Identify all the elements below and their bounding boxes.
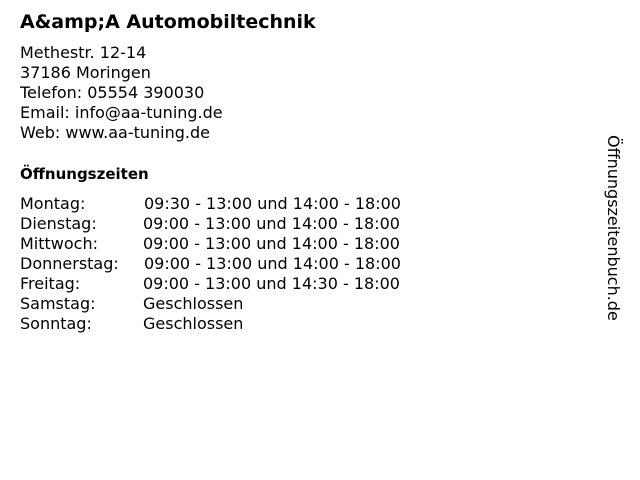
day-label: Sonntag: bbox=[20, 314, 92, 333]
time-value: 09:00 - 13:00 und 14:00 - 18:00 bbox=[144, 254, 401, 273]
time-value: 09:00 - 13:00 und 14:00 - 18:00 bbox=[143, 234, 400, 253]
side-brand-watermark bbox=[602, 135, 640, 365]
business-name: A&amp;A Automobiltechnik bbox=[20, 11, 316, 33]
hours-row-tuesday bbox=[20, 214, 401, 234]
side-brand-text: Öffnungszeitenbuch.de bbox=[604, 135, 623, 321]
day-label: Dienstag: bbox=[20, 214, 97, 233]
phone-line: Telefon: 05554 390030 bbox=[20, 83, 205, 102]
web-line: Web: www.aa-tuning.de bbox=[20, 123, 210, 142]
time-value: Geschlossen bbox=[143, 314, 244, 333]
day-label: Freitag: bbox=[20, 274, 81, 293]
time-value: 09:00 - 13:00 und 14:30 - 18:00 bbox=[143, 274, 400, 293]
hours-heading: Öffnungszeiten bbox=[20, 165, 149, 183]
time-value: 09:30 - 13:00 und 14:00 - 18:00 bbox=[144, 194, 401, 213]
time-value: 09:00 - 13:00 und 14:00 - 18:00 bbox=[143, 214, 400, 233]
day-label: Mittwoch: bbox=[20, 234, 98, 253]
hours-row-wednesday bbox=[20, 234, 401, 254]
hours-row-sunday bbox=[20, 314, 401, 334]
day-label: Montag: bbox=[20, 194, 86, 213]
day-label: Samstag: bbox=[20, 294, 96, 313]
hours-row-saturday bbox=[20, 294, 401, 314]
hours-row-thursday bbox=[20, 254, 401, 274]
hours-table bbox=[20, 194, 401, 334]
time-value: Geschlossen bbox=[143, 294, 244, 313]
hours-row-friday bbox=[20, 274, 401, 294]
address-block bbox=[20, 43, 223, 143]
city-line: 37186 Moringen bbox=[20, 63, 151, 82]
street-line: Methestr. 12-14 bbox=[20, 43, 147, 62]
email-line: Email: info@aa-tuning.de bbox=[20, 103, 223, 122]
day-label: Donnerstag: bbox=[20, 254, 119, 273]
hours-row-monday bbox=[20, 194, 401, 214]
